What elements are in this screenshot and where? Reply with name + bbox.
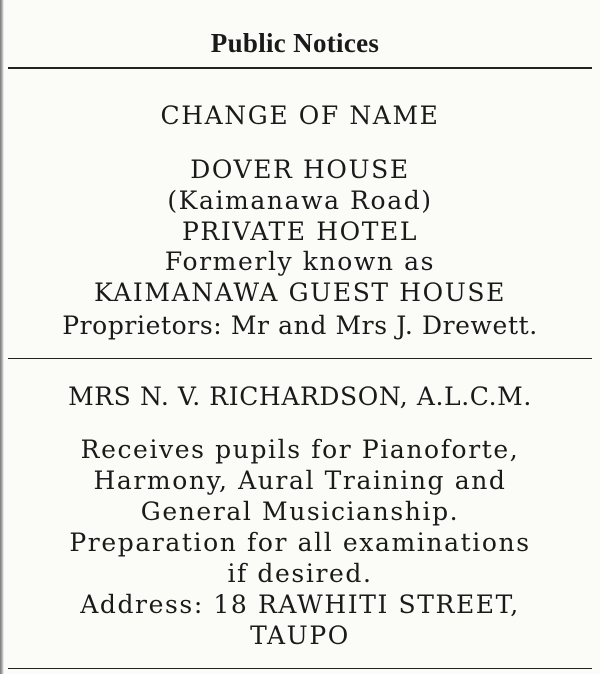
notice-line: Proprietors: Mr and Mrs J. Drewett.: [62, 311, 538, 340]
section-title: Public Notices: [210, 28, 380, 58]
notice-line: (Kaimanawa Road): [167, 186, 433, 215]
notice-line: Receives pupils for Pianoforte,: [80, 435, 520, 464]
notice-line: KAIMANAWA GUEST HOUSE: [94, 278, 506, 307]
notice-line: PRIVATE HOTEL: [181, 217, 419, 246]
notice-line: Address: 18 RAWHITI STREET,: [80, 590, 520, 619]
notice-line: Preparation for all examinations: [69, 528, 531, 557]
notice-divider: [8, 358, 592, 359]
notice-heading-change-of-name: CHANGE OF NAME: [160, 101, 440, 130]
notice-line: General Musicianship.: [140, 497, 460, 526]
notice-line: DOVER HOUSE: [190, 155, 410, 184]
notice-heading-richardson: MRS N. V. RICHARDSON, A.L.C.M.: [68, 382, 532, 411]
notice-line: Formerly known as: [164, 247, 436, 276]
notice-line: Harmony, Aural Training and: [93, 466, 507, 495]
notice-line: TAUPO: [250, 621, 350, 650]
bottom-divider: [8, 668, 592, 669]
title-divider: [8, 67, 592, 69]
notice-line: if desired.: [227, 559, 373, 588]
